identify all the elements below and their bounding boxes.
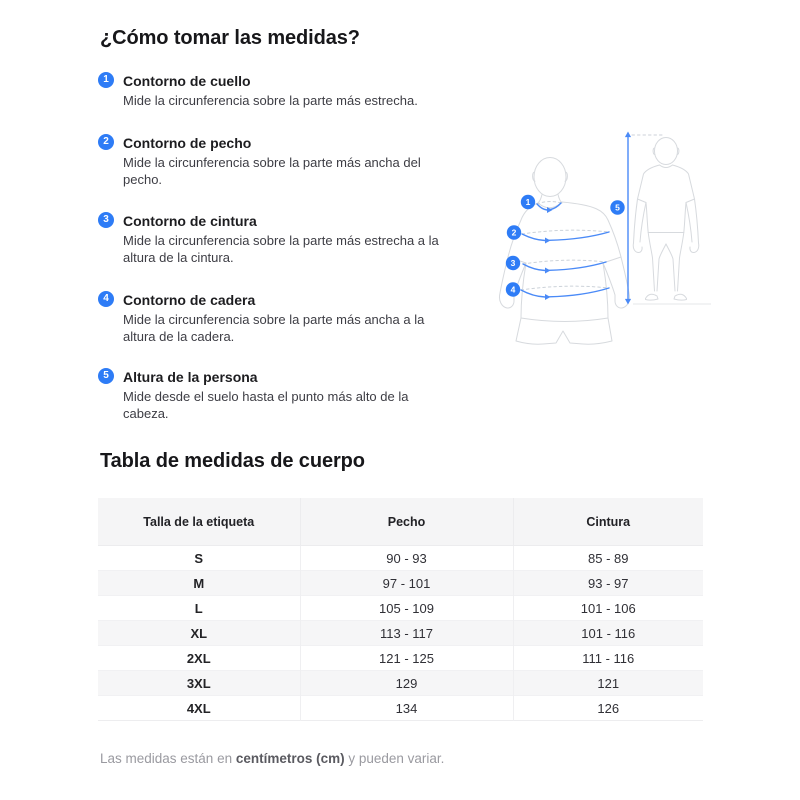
- step-1-title: Contorno de cuello: [123, 73, 251, 89]
- step-1-badge: 1: [98, 72, 114, 88]
- full-body-figure: [633, 138, 699, 301]
- size-cell: 2XL: [186, 650, 211, 666]
- size-row-l: [98, 596, 703, 621]
- size-cell: L: [194, 600, 203, 616]
- step-5-title: Altura de la persona: [123, 369, 258, 385]
- svg-text:3: 3: [510, 258, 516, 268]
- step-3-description: Mide la circunferencia sobre la parte más estrecha a la altura de la cintura.: [123, 233, 439, 265]
- step-5: [98, 368, 508, 422]
- diagram-badge-4: [506, 282, 520, 296]
- diagram-badge-2: [507, 225, 521, 239]
- step-4-title: Contorno de cadera: [123, 292, 256, 308]
- chest-cell: 97 - 101: [300, 571, 513, 596]
- waist-cell: 126: [513, 696, 703, 721]
- waist-cell: 121: [513, 671, 703, 696]
- footnote-suffix: y pueden variar.: [344, 751, 445, 766]
- svg-text:5: 5: [615, 202, 620, 213]
- chest-cell: 105 - 109: [300, 596, 513, 621]
- size-row-s: [98, 546, 703, 571]
- height-measure-line: [625, 132, 665, 305]
- step-2-description: Mide la circunferencia sobre la parte más ancha del pecho.: [123, 155, 421, 187]
- footnote-prefix: Las medidas están en: [100, 751, 236, 766]
- size-row-3xl: [98, 671, 703, 696]
- diagram-badge-5: [610, 200, 624, 214]
- step-4-description: Mide la circunferencia sobre la parte más ancha a la altura de la cadera.: [123, 312, 425, 344]
- column-header-chest: Pecho: [300, 498, 513, 546]
- waist-cell: 93 - 97: [513, 571, 703, 596]
- chest-measure-line: [522, 230, 609, 243]
- table-section-title: Tabla de medidas de cuerpo: [100, 450, 365, 472]
- step-4-badge: 4: [98, 291, 114, 307]
- chest-cell: 129: [300, 671, 513, 696]
- size-cell: 3XL: [186, 675, 211, 691]
- size-cell: M: [193, 575, 205, 591]
- size-row-m: [98, 571, 703, 596]
- step-4: [98, 291, 508, 345]
- column-header-waist: Cintura: [513, 498, 703, 546]
- size-cell: 4XL: [186, 700, 211, 716]
- waist-cell: 101 - 116: [513, 621, 703, 646]
- waist-cell: 85 - 89: [513, 546, 703, 571]
- step-2-title: Contorno de pecho: [123, 135, 252, 151]
- chest-cell: 134: [300, 696, 513, 721]
- size-row-xl: [98, 621, 703, 646]
- svg-text:1: 1: [525, 197, 531, 207]
- step-1: [98, 72, 508, 110]
- chest-cell: 113 - 117: [300, 621, 513, 646]
- diagram-badge-1: [521, 195, 535, 209]
- step-3-badge: 3: [98, 212, 114, 228]
- chest-cell: 90 - 93: [300, 546, 513, 571]
- hip-measure-line: [521, 286, 609, 300]
- step-2-badge: 2: [98, 134, 114, 150]
- svg-text:2: 2: [511, 227, 517, 238]
- footnote-units: centímetros (cm): [235, 751, 345, 766]
- column-header-size-label: Talla de la etiqueta: [98, 498, 300, 546]
- waist-cell: 111 - 116: [513, 646, 703, 671]
- page-title: ¿Cómo tomar las medidas?: [100, 27, 360, 49]
- neck-measure-line: [537, 201, 561, 213]
- measurement-diagram: [488, 126, 718, 348]
- size-table-header-row: [98, 498, 703, 546]
- size-cell: S: [194, 550, 204, 566]
- chest-cell: 121 - 125: [300, 646, 513, 671]
- svg-text:4: 4: [510, 284, 516, 295]
- step-5-description: Mide desde el suelo hasta el punto más alto de la cabeza.: [123, 389, 409, 421]
- step-3: [98, 212, 508, 266]
- size-row-4xl: [98, 696, 703, 721]
- step-1-description: Mide la circunferencia sobre la parte más estrecha.: [123, 93, 418, 108]
- step-3-title: Contorno de cintura: [123, 213, 257, 229]
- size-cell: XL: [190, 625, 208, 641]
- size-table: [98, 498, 703, 721]
- diagram-badge-3: [506, 256, 520, 270]
- step-5-badge: 5: [98, 368, 114, 384]
- step-2: [98, 134, 508, 188]
- torso-figure: [499, 158, 629, 345]
- size-row-2xl: [98, 646, 703, 671]
- waist-measure-line: [523, 260, 606, 273]
- waist-cell: 101 - 106: [513, 596, 703, 621]
- footnote: [100, 751, 444, 766]
